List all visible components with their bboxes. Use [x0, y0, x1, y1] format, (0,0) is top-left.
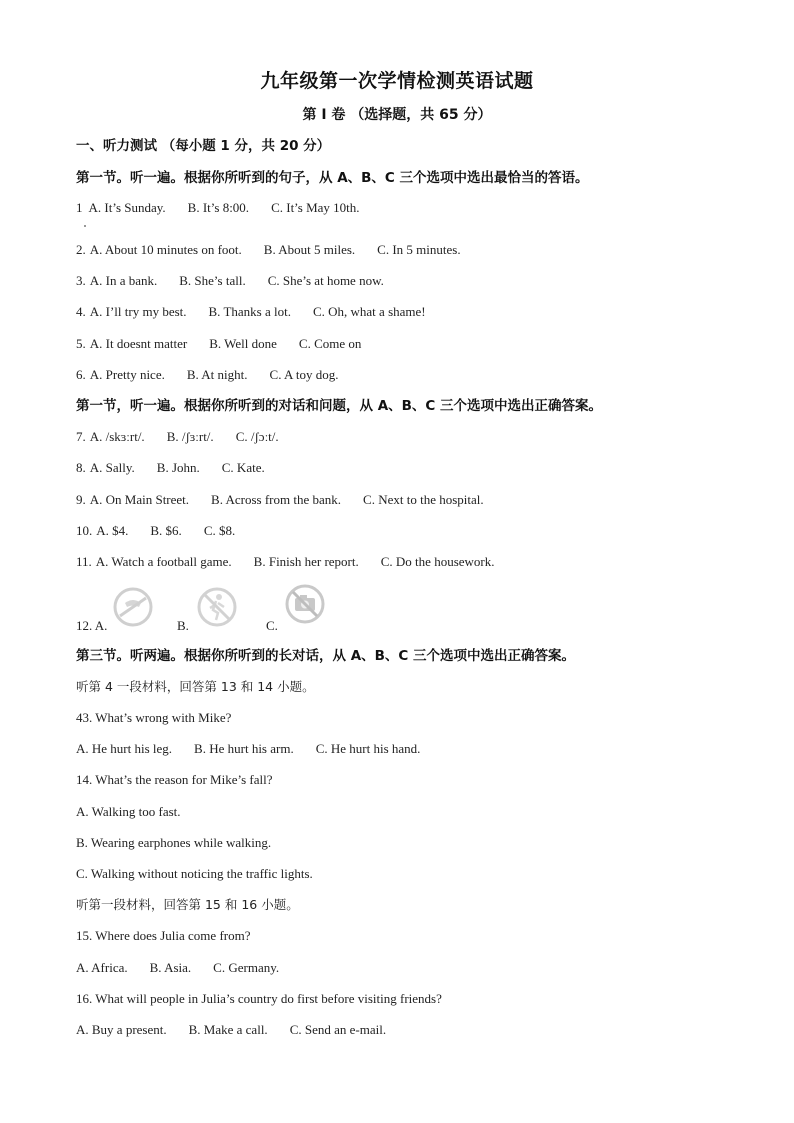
question-9: [76, 492, 484, 508]
option-a: A. $4.: [96, 523, 129, 538]
section3-heading: 第三节。听两遍。根据你所听到的长对话，从 A、B、C 三个选项中选出正确答案。: [76, 648, 576, 664]
option-b-label: B.: [177, 618, 189, 633]
question-number: 3.: [76, 273, 86, 288]
option-b: B. $6.: [150, 523, 182, 538]
no-phone-call-sign-icon: [112, 586, 154, 628]
option-a: A. Sally.: [89, 460, 135, 475]
question-16-options: [76, 1022, 386, 1038]
option-c: C. Send an e-mail.: [289, 1022, 387, 1037]
question-14-option-b: B. Wearing earphones while walking.: [76, 835, 272, 850]
option-a: A. It doesnt matter: [89, 336, 188, 351]
option-a: A. Buy a present.: [76, 1022, 167, 1037]
option-b: B. John.: [156, 460, 200, 475]
option-c: C. Next to the hospital.: [363, 492, 484, 507]
stray-dot: [84, 225, 86, 227]
option-a: A. About 10 minutes on foot.: [89, 242, 242, 257]
question-number: 5.: [76, 336, 86, 351]
question-14-option-a: A. Walking too fast.: [76, 804, 181, 819]
option-a: A. On Main Street.: [89, 492, 190, 507]
question-15-options: [76, 960, 279, 976]
option-c: C. Kate.: [221, 460, 265, 475]
option-a: A. Africa.: [76, 960, 128, 975]
question-number: 9.: [76, 492, 86, 507]
question-number: 8.: [76, 460, 86, 475]
option-a: A. /skɜːrt/.: [89, 429, 145, 444]
option-b: B. /ʃɜːrt/.: [166, 429, 214, 444]
question-number: 1: [76, 200, 83, 215]
option-c: C. Germany.: [213, 960, 280, 975]
question-13-options: [76, 741, 420, 757]
question-14-option-c: C. Walking without noticing the traffic lights.: [76, 866, 313, 881]
option-a: A. Watch a football game.: [95, 554, 232, 569]
exam-subtitle: 第 I 卷 （选择题，共 65 分）: [302, 107, 492, 123]
part1-heading: 一、听力测试 （每小题 1 分，共 20 分）: [76, 138, 331, 154]
option-c-label: C.: [266, 618, 278, 633]
option-c: C. She’s at home now.: [267, 273, 384, 288]
question-1: [76, 200, 360, 216]
question-number: 6.: [76, 367, 86, 382]
question-5: [76, 336, 361, 352]
question-2: [76, 242, 461, 258]
option-b: B. At night.: [186, 367, 248, 382]
no-running-sign-icon: [196, 586, 238, 628]
question-12: [76, 586, 476, 634]
question-4: [76, 304, 426, 320]
option-c: C. Come on: [298, 336, 362, 351]
question-number: 11.: [76, 554, 92, 569]
option-a: A. Pretty nice.: [89, 367, 165, 382]
option-c: C. A toy dog.: [269, 367, 339, 382]
material-2-instruction: 听第一段材料，回答第 15 和 16 小题。: [76, 897, 299, 912]
option-a: A. It’s Sunday.: [88, 200, 166, 215]
option-c: C. It’s May 10th.: [271, 200, 360, 215]
option-c: C. $8.: [203, 523, 236, 538]
question-3: [76, 273, 384, 289]
option-c: C. In 5 minutes.: [377, 242, 461, 257]
option-b: B. It’s 8:00.: [187, 200, 250, 215]
option-b: B. Thanks a lot.: [208, 304, 291, 319]
option-b: B. About 5 miles.: [263, 242, 356, 257]
question-16: 16. What will people in Julia’s country do first before visiting friends?: [76, 991, 442, 1006]
option-a: A. In a bank.: [89, 273, 158, 288]
question-11: [76, 554, 495, 570]
section2-heading: 第一节，听一遍。根据你所听到的对话和问题，从 A、B、C 三个选项中选出正确答案。: [76, 398, 603, 414]
option-a: A. He hurt his leg.: [76, 741, 173, 756]
question-number: 4.: [76, 304, 86, 319]
exam-title: 九年级第一次学情检测英语试题: [260, 70, 534, 92]
option-b: B. Asia.: [149, 960, 192, 975]
option-b: B. Finish her report.: [253, 554, 359, 569]
option-a: A. I’ll try my best.: [89, 304, 187, 319]
no-photography-sign-icon: [284, 583, 326, 625]
option-c: C. Do the housework.: [380, 554, 495, 569]
material-1-instruction: 听第 4 一段材料，回答第 13 和 14 小题。: [76, 679, 315, 694]
question-13: 43. What’s wrong with Mike?: [76, 710, 232, 725]
question-number: 7.: [76, 429, 86, 444]
section1-heading: 第一节。听一遍。根据你所听到的句子，从 A、B、C 三个选项中选出最恰当的答语。: [76, 170, 589, 186]
question-7: [76, 429, 279, 445]
question-14: 14. What’s the reason for Mike’s fall?: [76, 772, 273, 787]
question-number: 2.: [76, 242, 86, 257]
option-b: B. Well done: [209, 336, 277, 351]
option-c: C. Oh, what a shame!: [312, 304, 426, 319]
option-c: C. He hurt his hand.: [315, 741, 421, 756]
option-b: B. He hurt his arm.: [194, 741, 294, 756]
question-15: 15. Where does Julia come from?: [76, 928, 251, 943]
question-8: [76, 460, 265, 476]
option-b: B. She’s tall.: [179, 273, 246, 288]
question-10: [76, 523, 235, 539]
question-6: [76, 367, 339, 383]
option-b: B. Across from the bank.: [211, 492, 342, 507]
option-b: B. Make a call.: [188, 1022, 268, 1037]
option-a-label: 12. A.: [76, 618, 108, 633]
question-number: 10.: [76, 523, 93, 538]
option-c: C. /ʃɔːt/.: [235, 429, 279, 444]
